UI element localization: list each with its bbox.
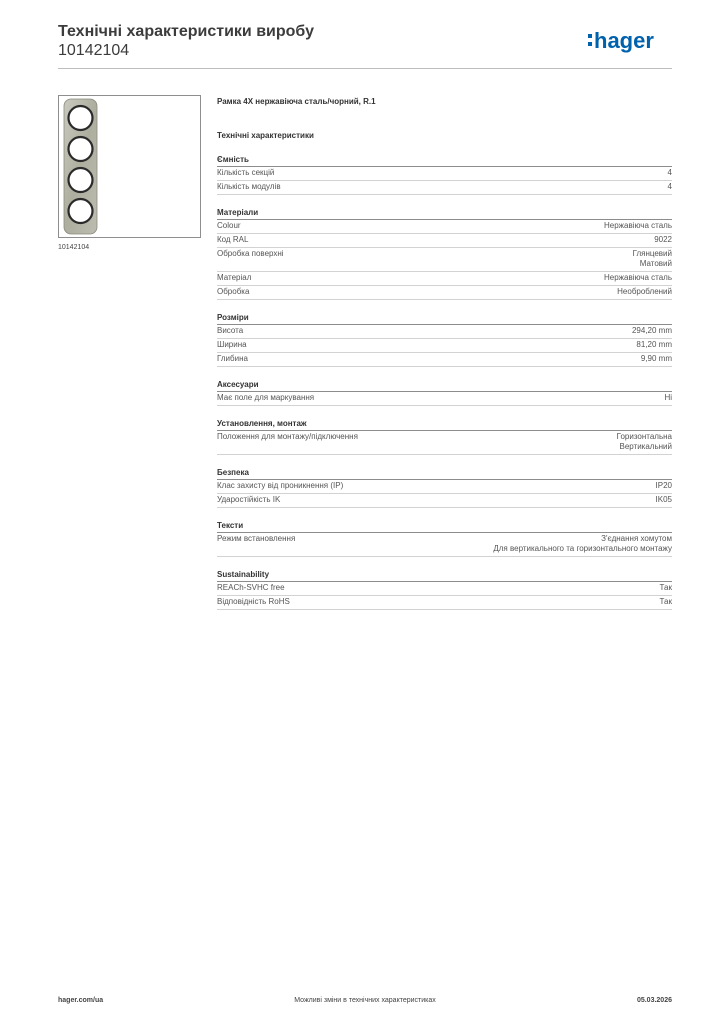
spec-value [604,221,672,231]
section-title: Установлення, монтаж [217,418,672,431]
spec-value [604,273,672,283]
spec-section [217,569,672,610]
spec-row [217,596,672,610]
spec-value [660,597,672,607]
spec-value-line: Hi [664,393,672,402]
header-divider [58,68,672,69]
section-title: Ємність [217,154,672,167]
hager-logo [588,24,672,56]
spec-value [668,168,672,178]
product-thumbnail [58,95,201,238]
spec-value [641,354,672,364]
spec-value-line: 4 [667,168,672,177]
product-name: Рамка 4X нержавіюча сталь/чорний, R.1 [217,97,376,106]
section-title: Безпека [217,467,672,480]
spec-section [217,312,672,367]
spec-value [668,182,672,192]
spec-row [217,480,672,494]
spec-row [217,582,672,596]
footer-date: 05.03.2026 [636,997,672,1004]
spec-value-line: 294,20 mm [631,326,672,335]
spec-section [217,154,672,195]
spec-value-line: 9,90 mm [640,354,672,363]
spec-label: Кількість секцій [217,168,275,177]
spec-row [217,234,672,248]
spec-sections [217,154,672,610]
spec-label: Обробка поверхні [217,249,284,258]
spec-value-line: 81,20 mm [636,340,672,349]
spec-value-line: Так [659,583,672,592]
spec-section [217,467,672,508]
spec-label: Відповідність RoHS [217,597,290,606]
logo-wordmark: hager [594,28,654,53]
spec-row [217,533,672,557]
spec-value [660,583,672,593]
spec-heading: Технічні характеристики [217,131,314,140]
spec-row [217,272,672,286]
section-title: Аксесуари [217,379,672,392]
spec-row [217,286,672,300]
spec-value [636,340,672,350]
spec-label: Положення для монтажу/підключення [217,432,358,441]
spec-value [493,534,672,554]
spec-row [217,181,672,195]
spec-row [217,167,672,181]
spec-value-line: IP20 [655,481,672,490]
spec-value-line: Необроблений [617,287,672,296]
spec-value [656,481,672,491]
spec-row [217,353,672,367]
spec-content [217,96,672,610]
spec-label: Colour [217,221,241,230]
footer-website[interactable]: hager.com/ua [58,997,104,1004]
spec-value-line: Матовий [639,259,672,268]
spec-row [217,494,672,508]
spec-row [217,248,672,272]
spec-value [617,432,672,452]
spec-section [217,379,672,406]
section-title: Матеріали [217,207,672,220]
section-title: Розміри [217,312,672,325]
spec-value [632,326,672,336]
footer-notice: Можливі зміни в технічних характеристиках [294,997,436,1004]
spec-value [633,249,672,269]
spec-section [217,418,672,455]
spec-label: Код RAL [217,235,249,244]
spec-value-line: IK05 [655,495,672,504]
spec-row [217,339,672,353]
spec-label: Обробка [217,287,250,296]
spec-label: Матеріал [217,273,252,282]
spec-row [217,220,672,234]
spec-value-line: Так [659,597,672,606]
spec-value [656,495,672,505]
product-code: 10142104 [58,42,130,59]
document-header [58,22,672,60]
document-title: Технічні характеристики виробу [58,23,314,40]
thumbnail-caption: 10142104 [58,244,90,251]
spec-label: Має поле для маркування [217,393,315,402]
spec-row [217,431,672,455]
spec-value [617,287,672,297]
spec-row [217,392,672,406]
section-title: Sustainability [217,569,672,582]
spec-section [217,520,672,557]
spec-value-line: Горизонтальна [616,432,672,441]
section-title: Тексти [217,520,672,533]
spec-value-line: Вертикальний [619,442,672,451]
spec-row [217,325,672,339]
spec-value [654,235,672,245]
spec-value-line: 9022 [654,235,672,244]
spec-value-line: З'єднання хомутом [601,534,672,543]
spec-label: Режим встановлення [217,534,296,543]
spec-label: Глибина [217,354,248,363]
spec-label: Кількість модулів [217,182,281,191]
spec-value-line: Глянцевий [632,249,672,258]
spec-value-line: Для вертикального та горизонтального монтажу [493,544,672,553]
spec-section [217,207,672,300]
spec-label: Ударостійкість IK [217,495,281,504]
spec-label: REACh-SVHC free [217,583,285,592]
spec-value [664,393,672,403]
frame-image [59,96,200,237]
spec-label: Клас захисту від проникнення (IP) [217,481,344,490]
spec-value-line: 4 [667,182,672,191]
spec-label: Ширина [217,340,247,349]
spec-value-line: Нержавіюча сталь [603,273,672,282]
spec-value-line: Нержавіюча сталь [603,221,672,230]
spec-label: Висота [217,326,244,335]
